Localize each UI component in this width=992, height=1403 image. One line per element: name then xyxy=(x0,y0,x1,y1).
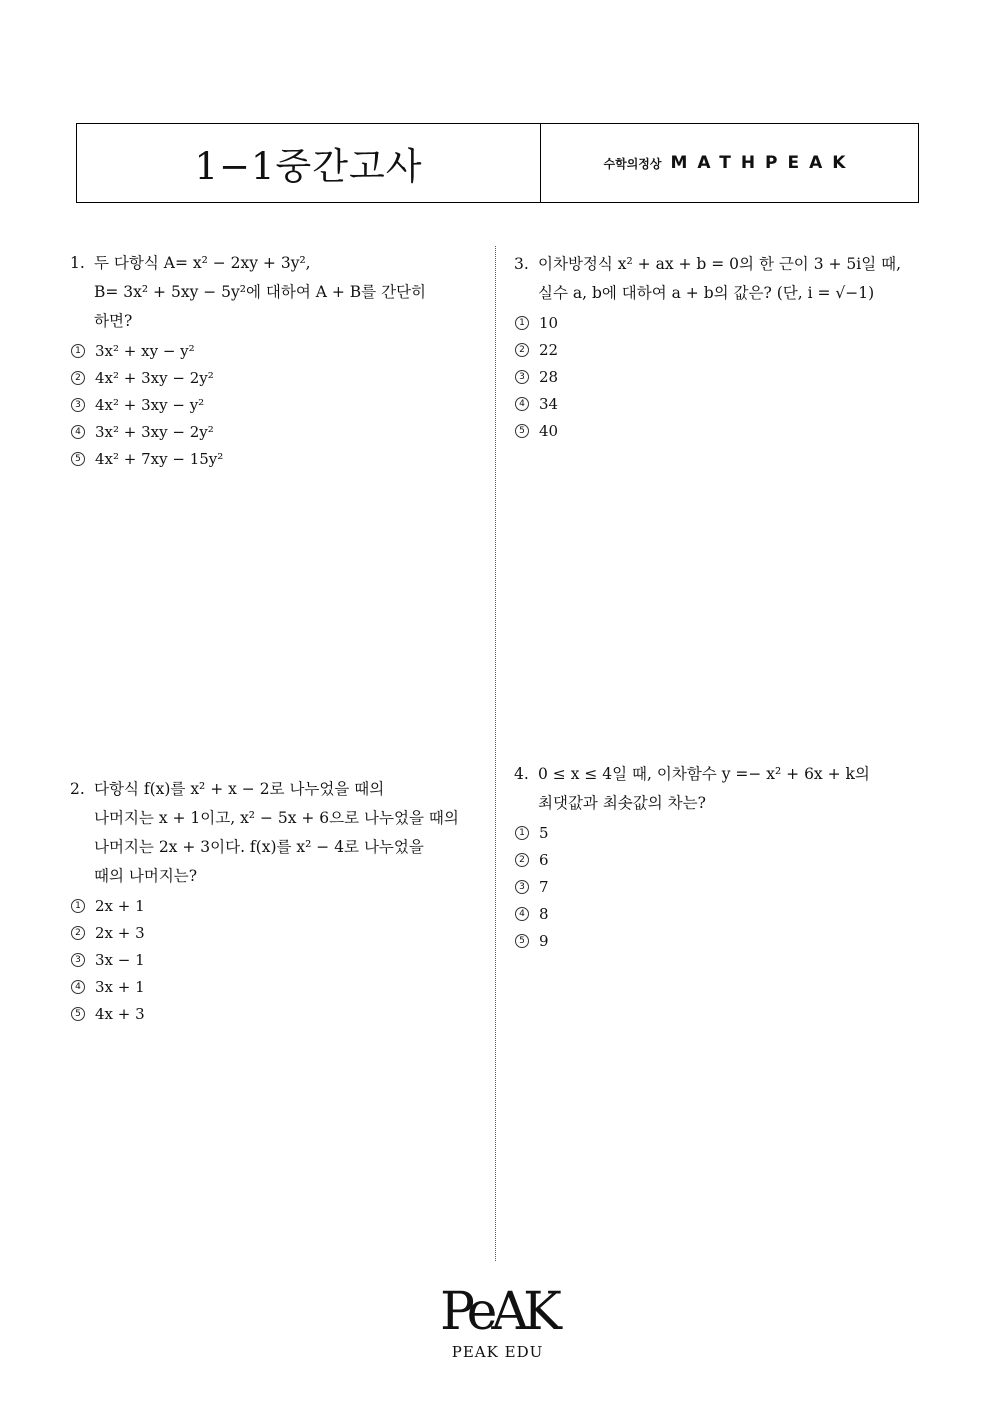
question-stem xyxy=(514,760,924,818)
question-text xyxy=(94,775,480,891)
brand-name: MATHPEAK xyxy=(670,153,856,173)
choice-item[interactable] xyxy=(70,920,480,946)
choice-text: 5 xyxy=(539,824,549,842)
choice-item[interactable] xyxy=(70,1001,480,1027)
choice-text: 3x − 1 xyxy=(95,951,145,969)
choice-text: 34 xyxy=(539,395,559,413)
exam-title: 1−1중간고사 xyxy=(77,124,541,202)
question-4 xyxy=(514,760,924,955)
choice-text: 8 xyxy=(539,905,549,923)
choice-marker: 5 xyxy=(515,934,529,948)
choice-item[interactable] xyxy=(70,392,480,418)
question-line: 0 ≤ x ≤ 4일 때, 이차함수 y =− x² + 6x + k의 xyxy=(538,765,870,783)
choice-text: 4x² + 3xy − 2y² xyxy=(95,369,214,387)
question-stem xyxy=(514,250,924,308)
exam-header xyxy=(76,123,919,203)
brand-subtitle: 수학의정상 xyxy=(603,156,662,171)
logo-text: PEAK EDU xyxy=(451,1343,544,1361)
question-text xyxy=(538,250,924,308)
question-line: 다항식 f(x)를 x² + x − 2로 나누었을 때의 xyxy=(94,780,385,798)
question-stem xyxy=(70,249,480,336)
choice-marker: 3 xyxy=(515,880,529,894)
choice-marker: 4 xyxy=(71,425,85,439)
choice-item[interactable] xyxy=(514,391,924,417)
question-line: 하면? xyxy=(94,312,133,330)
choice-marker: 5 xyxy=(515,424,529,438)
choice-item[interactable] xyxy=(514,337,924,363)
question-line: 최댓값과 최솟값의 차는? xyxy=(538,794,706,812)
choice-text: 3x + 1 xyxy=(95,978,145,996)
choice-marker: 1 xyxy=(71,899,85,913)
choice-marker: 2 xyxy=(71,371,85,385)
question-number: 4. xyxy=(514,765,529,783)
choice-marker: 1 xyxy=(515,316,529,330)
choice-text: 3x² + 3xy − 2y² xyxy=(95,423,214,441)
choice-item[interactable] xyxy=(70,446,480,472)
question-number: 2. xyxy=(70,780,85,798)
choice-marker: 2 xyxy=(515,853,529,867)
column-divider xyxy=(495,246,496,1261)
question-line: 실수 a, b에 대하여 a + b의 값은? (단, i = √−1) xyxy=(538,284,875,302)
question-stem xyxy=(70,775,480,891)
logo-mark: PeAK xyxy=(440,1282,556,1342)
question-line: 나머지는 2x + 3이다. f(x)를 x² − 4로 나누었을 xyxy=(94,838,424,856)
question-text xyxy=(94,249,480,336)
choice-text: 4x² + 3xy − y² xyxy=(95,396,205,414)
choice-text: 3x² + xy − y² xyxy=(95,342,195,360)
choice-marker: 4 xyxy=(515,397,529,411)
question-text xyxy=(538,760,924,818)
choice-list xyxy=(514,310,924,444)
question-2 xyxy=(70,775,480,1028)
choice-item[interactable] xyxy=(514,847,924,873)
question-number: 3. xyxy=(514,255,529,273)
question-line: 때의 나머지는? xyxy=(94,867,198,885)
choice-item[interactable] xyxy=(514,820,924,846)
choice-item[interactable] xyxy=(514,418,924,444)
choice-list xyxy=(70,893,480,1027)
choice-marker: 3 xyxy=(71,398,85,412)
choice-item[interactable] xyxy=(70,974,480,1000)
question-line: B= 3x² + 5xy − 5y²에 대하여 A + B를 간단히 xyxy=(94,283,426,301)
choice-item[interactable] xyxy=(70,419,480,445)
choice-text: 9 xyxy=(539,932,549,950)
choice-marker: 5 xyxy=(71,452,85,466)
question-1 xyxy=(70,249,480,473)
choice-text: 28 xyxy=(539,368,559,386)
choice-text: 4x + 3 xyxy=(95,1005,145,1023)
question-line: 이차방정식 x² + ax + b = 0의 한 근이 3 + 5i일 때, xyxy=(538,255,902,273)
choice-item[interactable] xyxy=(514,874,924,900)
choice-item[interactable] xyxy=(70,893,480,919)
choice-marker: 1 xyxy=(515,826,529,840)
choice-marker: 2 xyxy=(71,926,85,940)
peak-edu-logo xyxy=(440,1283,555,1373)
brand-area xyxy=(541,124,918,202)
choice-item[interactable] xyxy=(70,338,480,364)
question-3 xyxy=(514,250,924,445)
choice-marker: 3 xyxy=(71,953,85,967)
choice-item[interactable] xyxy=(514,928,924,954)
choice-marker: 3 xyxy=(515,370,529,384)
question-line: 나머지는 x + 1이고, x² − 5x + 6으로 나누었을 때의 xyxy=(94,809,459,827)
question-line: 두 다항식 A= x² − 2xy + 3y², xyxy=(94,254,311,272)
choice-text: 10 xyxy=(539,314,559,332)
choice-item[interactable] xyxy=(70,365,480,391)
choice-marker: 1 xyxy=(71,344,85,358)
choice-marker: 2 xyxy=(515,343,529,357)
choice-text: 2x + 1 xyxy=(95,897,145,915)
choice-text: 22 xyxy=(539,341,559,359)
choice-text: 40 xyxy=(539,422,559,440)
question-number: 1. xyxy=(70,254,85,272)
choice-marker: 4 xyxy=(71,980,85,994)
choice-item[interactable] xyxy=(514,901,924,927)
choice-text: 6 xyxy=(539,851,549,869)
choice-item[interactable] xyxy=(514,310,924,336)
choice-list xyxy=(514,820,924,954)
choice-text: 4x² + 7xy − 15y² xyxy=(95,450,224,468)
choice-text: 7 xyxy=(539,878,549,896)
choice-list xyxy=(70,338,480,472)
choice-item[interactable] xyxy=(514,364,924,390)
choice-marker: 4 xyxy=(515,907,529,921)
choice-text: 2x + 3 xyxy=(95,924,145,942)
choice-item[interactable] xyxy=(70,947,480,973)
choice-marker: 5 xyxy=(71,1007,85,1021)
